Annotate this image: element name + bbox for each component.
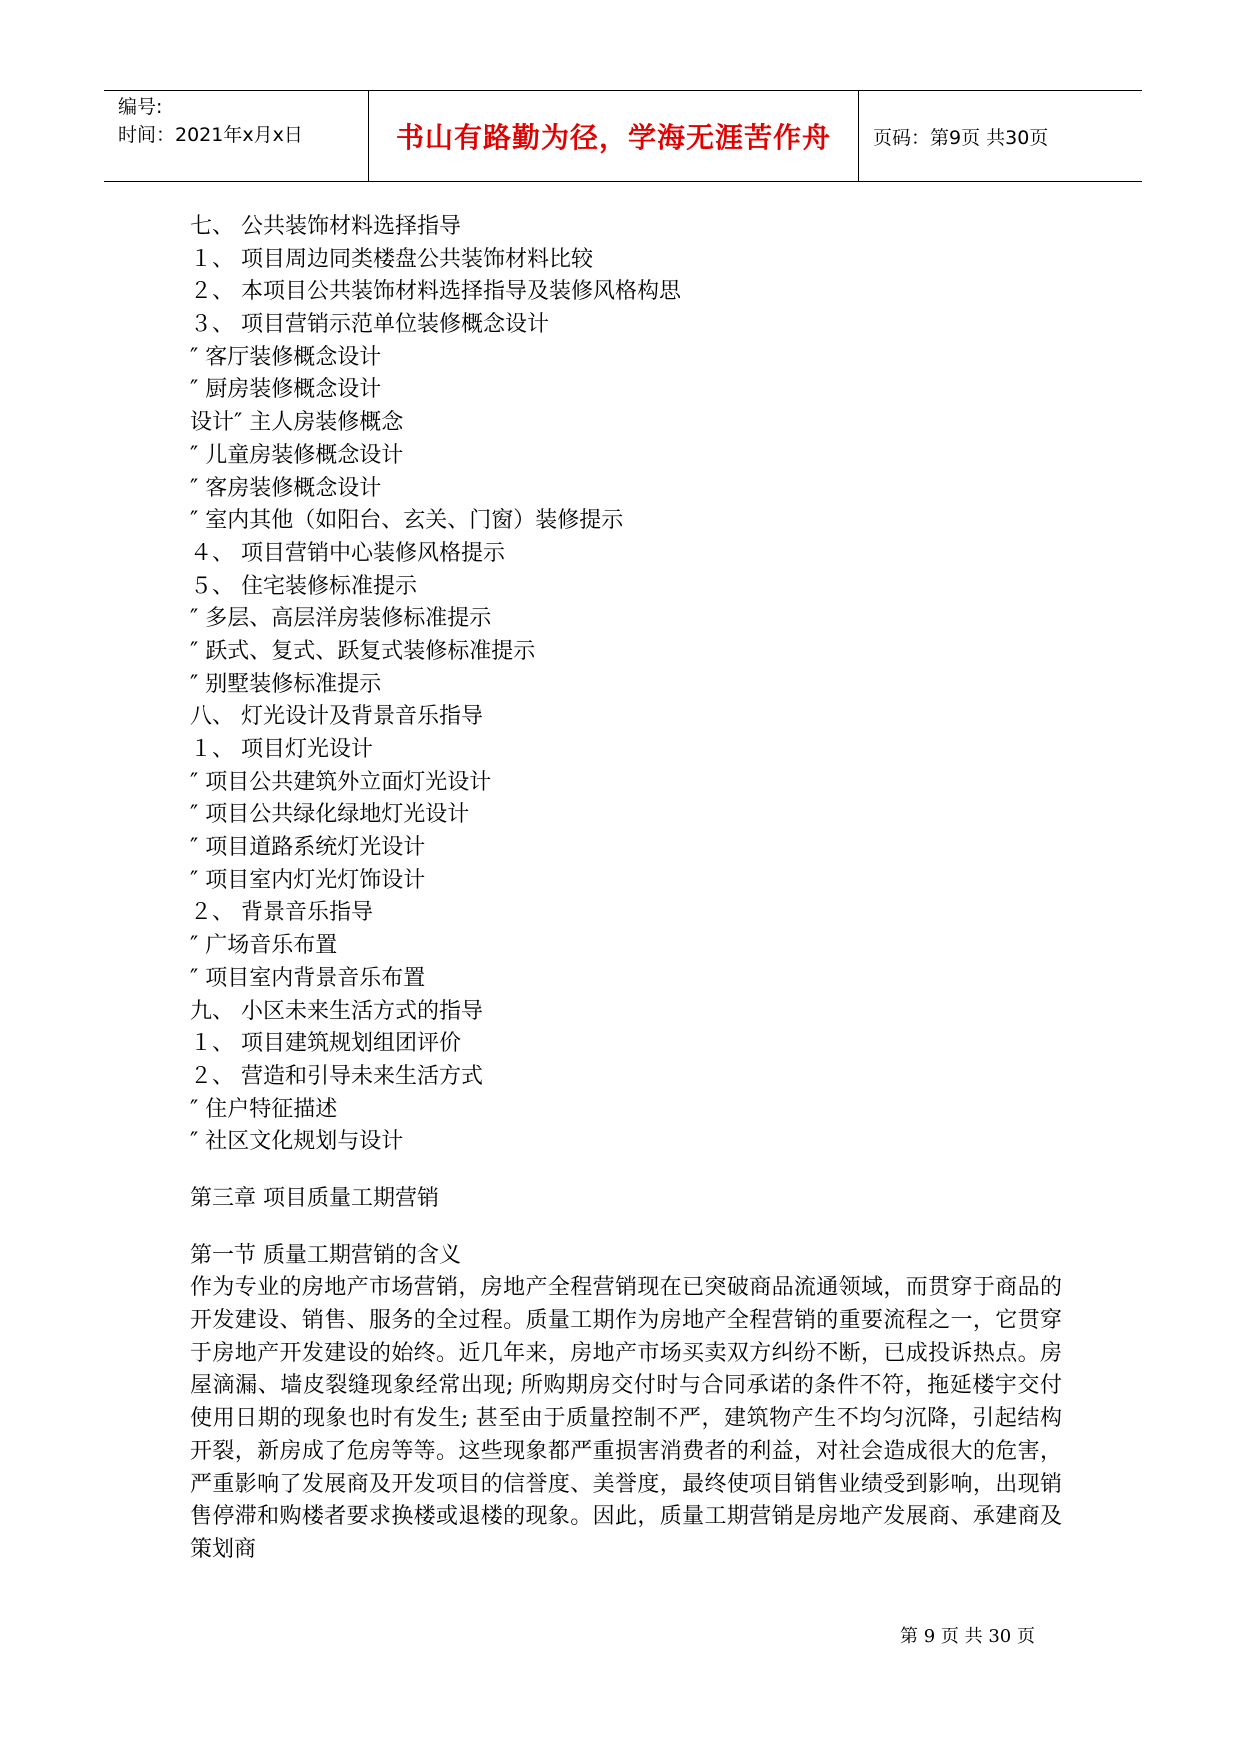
outline-item: ″ 客房装修概念设计	[190, 475, 382, 501]
body-paragraph: 作为专业的房地产市场营销，房地产全程营销现在已突破商品流通领域，而贯穿于商品的开发建设、销售、服务的全过程。质量工期作为房地产全程营销的重要流程之一，它贯穿于房地产开发建设的始终。近几年来，房地产市场买卖双方纠纷不断，已成投诉热点。房屋滴漏、墙皮裂缝现象经常出现; 所购期房交付时与合同承诺的条件不符，拖延楼宇交付使用日期的现象也时有发生; 甚至由于质量控制不严，建筑物产生不均匀沉降，引起结构开裂，新房成了危房等等。这些现象都严重损害消费者的利益，对社会造成很大的危害，严重影响了发展商及开发项目的信誉度、美誉度，最终使项目销售业绩受到影响，出现销售停滞和购楼者要求换楼或退楼的现象。因此，质量工期营销是房地产发展商、承建商及策划商	[190, 1275, 1062, 1562]
outline-item: ″ 项目室内背景音乐布置	[190, 965, 426, 991]
outline-item: １、 项目灯光设计	[190, 737, 373, 762]
outline-item: ″ 项目室内灯光灯饰设计	[190, 867, 426, 893]
outline-item: 七、 公共装饰材料选择指导	[190, 214, 461, 239]
outline-item: ″ 住户特征描述	[190, 1096, 338, 1122]
outline-item: ″ 室内其他（如阳台、玄关、门窗）装修提示	[190, 508, 624, 534]
header-motto: 书山有路勤为径，学海无涯苦作舟	[369, 91, 859, 181]
outline-item: ２、 本项目公共装饰材料选择指导及装修风格构思	[190, 279, 681, 305]
number-label: 编号:	[118, 96, 163, 118]
outline-item: ″ 广场音乐布置	[190, 933, 338, 959]
outline-item: ″ 项目道路系统灯光设计	[190, 835, 426, 861]
section-title: 第一节 质量工期营销的含义	[190, 1242, 461, 1268]
outline-item: ３、 项目营销示范单位装修概念设计	[190, 312, 549, 338]
header-meta	[104, 91, 369, 181]
outline-item: ２、 营造和引导未来生活方式	[190, 1063, 483, 1089]
outline-item: ″ 儿童房装修概念设计	[190, 442, 404, 468]
outline-item: ″ 别墅装修标准提示	[190, 671, 382, 697]
outline-item: ″ 多层、高层洋房装修标准提示	[190, 606, 492, 632]
chapter-title: 第三章 项目质量工期营销	[190, 1185, 439, 1211]
outline-item: ４、 项目营销中心装修风格提示	[190, 540, 505, 566]
outline-item: ″ 社区文化规划与设计	[190, 1129, 404, 1155]
outline-item: ″ 项目公共建筑外立面灯光设计	[190, 769, 492, 795]
outline-item: １、 项目建筑规划组团评价	[190, 1031, 461, 1057]
document-header	[104, 90, 1142, 182]
outline-item: ″ 厨房装修概念设计	[190, 377, 382, 403]
outline-item: ″ 项目公共绿化绿地灯光设计	[190, 802, 470, 828]
outline-item: ″ 客厅装修概念设计	[190, 344, 382, 370]
outline-item: ５、 住宅装修标准提示	[190, 573, 417, 599]
page-body	[190, 211, 1070, 1567]
header-page-info: 页码：第9页 共30页	[873, 126, 1049, 149]
outline-item: ″ 跃式、复式、跃复式装修标准提示	[190, 638, 536, 664]
outline-item: 设计″ 主人房装修概念	[190, 410, 404, 436]
outline-item: １、 项目周边同类楼盘公共装饰材料比较	[190, 246, 593, 272]
page-footer: 第 9 页 共 30 页	[900, 1626, 1035, 1647]
outline-item: ２、 背景音乐指导	[190, 900, 373, 926]
outline-item: 九、 小区未来生活方式的指导	[190, 998, 483, 1024]
outline-list	[190, 211, 1070, 1159]
time-label: 时间：2021年x月x日	[118, 124, 303, 146]
outline-item: 八、 灯光设计及背景音乐指导	[190, 704, 483, 730]
